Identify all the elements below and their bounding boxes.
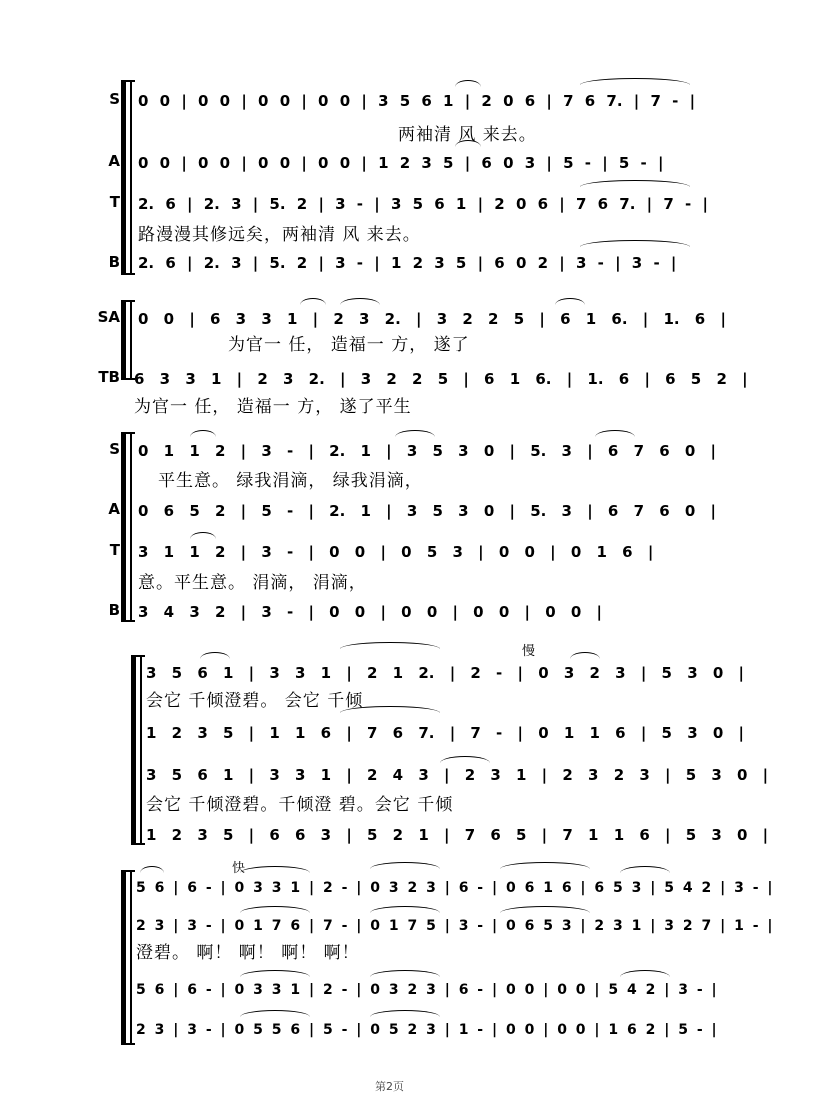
slur <box>570 652 600 659</box>
lyric-row: 平生意。 绿我涓滴， 绿我涓滴， <box>158 471 423 491</box>
notation-row: 3 5 6 1 | 3 3 1 | 2 4 3 | 2 3 1 | 2 3 2 3 | 5 3 0 | <box>146 766 769 784</box>
slur <box>595 430 635 437</box>
part-label-t: T <box>109 193 120 211</box>
slur <box>240 866 310 873</box>
lyric-row: 路漫漫其修远矣，两袖清 风 来去。 <box>138 225 421 245</box>
part-label-s: S <box>109 440 120 458</box>
slur <box>580 78 690 85</box>
slur <box>340 642 440 649</box>
slur <box>240 970 310 977</box>
bracket-cap <box>121 432 135 434</box>
notation-row: 2 3 | 3 - | 0 1 7 6 | 7 - | 0 1 7 5 | 3 - | 0 6 5 3 | 2 3 1 | 3 2 7 | 1 - | <box>136 918 773 934</box>
system-bracket-line <box>130 432 132 622</box>
notation-row: 6 3 3 1 | 2 3 2. | 3 2 2 5 | 6 1 6. | 1. 6 | 6 5 2 | <box>134 370 748 388</box>
system-bracket <box>121 870 126 1045</box>
part-label-a: A <box>108 500 120 518</box>
slur <box>620 866 670 873</box>
notation-row: 5 6 | 6 - | 0 3 3 1 | 2 - | 0 3 2 3 | 6 - | 0 0 | 0 0 | 5 4 2 | 3 - | <box>136 982 717 998</box>
system-bracket-line <box>130 80 132 275</box>
slur <box>240 1010 310 1017</box>
notation-row: 0 0 | 0 0 | 0 0 | 0 0 | 3 5 6 1 | 2 0 6 | 7 6 7. | 7 - | <box>138 92 696 110</box>
notation-row: 2. 6 | 2. 3 | 5. 2 | 3 - | 3 5 6 1 | 2 0 6 | 7 6 7. | 7 - | <box>138 195 708 213</box>
notation-row: 5 6 | 6 - | 0 3 3 1 | 2 - | 0 3 2 3 | 6 - | 0 6 1 6 | 6 5 3 | 5 4 2 | 3 - | <box>136 880 773 896</box>
slur <box>580 240 690 247</box>
slur <box>370 862 440 869</box>
lyric-row: 会它 千倾澄碧。 会它 千倾 <box>146 691 364 711</box>
lyric-row: 会它 千倾澄碧。千倾澄 碧。会它 千倾 <box>146 795 454 815</box>
slur <box>395 430 435 437</box>
system-bracket-line <box>140 655 142 845</box>
part-label-tb: TB <box>98 368 120 386</box>
part-label-b: B <box>108 253 120 271</box>
notation-row: 2. 6 | 2. 3 | 5. 2 | 3 - | 1 2 3 5 | 6 0 2 | 3 - | 3 - | <box>138 254 677 272</box>
lyric-row: 为官一 任， 造福一 方， 遂了 <box>228 335 470 355</box>
page-footer: 第2页 <box>375 1080 404 1093</box>
notation-row: 0 6 5 2 | 5 - | 2. 1 | 3 5 3 0 | 5. 3 | 6 7 6 0 | <box>138 502 717 520</box>
notation-row: 3 4 3 2 | 3 - | 0 0 | 0 0 | 0 0 | 0 0 | <box>138 603 602 621</box>
part-label-sa: SA <box>97 308 120 326</box>
part-label-b: B <box>108 601 120 619</box>
bracket-cap <box>121 620 135 622</box>
notation-row: 1 2 3 5 | 1 1 6 | 7 6 7. | 7 - | 0 1 1 6 | 5 3 0 | <box>146 724 744 742</box>
tempo-marking-slow: 慢 <box>522 644 536 659</box>
system-bracket-line <box>130 300 132 380</box>
slur <box>370 970 440 977</box>
notation-row: 0 1 1 2 | 3 - | 2. 1 | 3 5 3 0 | 5. 3 | 6 7 6 0 | <box>138 442 717 460</box>
slur <box>340 298 380 305</box>
system-bracket <box>121 432 126 622</box>
slur <box>455 80 481 87</box>
lyric-row: 意。平生意。 涓滴， 涓滴， <box>138 573 367 593</box>
slur <box>200 652 230 659</box>
notation-row: 3 5 6 1 | 3 3 1 | 2 1 2. | 2 - | 0 3 2 3 | 5 3 0 | <box>146 664 744 682</box>
lyric-row: 两袖清 风 来去。 <box>398 125 537 145</box>
bracket-cap <box>131 655 145 657</box>
slur <box>190 430 216 437</box>
bracket-cap <box>121 80 135 82</box>
system-bracket-line <box>130 870 132 1045</box>
lyric-row: 澄碧。 啊！ 啊！ 啊！ 啊！ <box>136 943 360 963</box>
slur <box>190 532 216 539</box>
bracket-cap <box>121 1043 135 1045</box>
part-label-s: S <box>109 90 120 108</box>
slur <box>580 180 690 187</box>
notation-row: 3 1 1 2 | 3 - | 0 0 | 0 5 3 | 0 0 | 0 1 6 | <box>138 543 654 561</box>
slur <box>500 906 590 913</box>
part-label-a: A <box>108 152 120 170</box>
system-bracket <box>121 80 126 275</box>
bracket-cap <box>131 843 145 845</box>
part-label-t: T <box>109 541 120 559</box>
notation-row: 0 0 | 6 3 3 1 | 2 3 2. | 3 2 2 5 | 6 1 6. | 1. 6 | <box>138 310 726 328</box>
slur <box>555 298 585 305</box>
bracket-cap <box>121 870 135 872</box>
slur <box>370 1010 440 1017</box>
slur <box>440 756 490 763</box>
slur <box>620 970 670 977</box>
notation-row: 2 3 | 3 - | 0 5 5 6 | 5 - | 0 5 2 3 | 1 - | 0 0 | 0 0 | 1 6 2 | 5 - | <box>136 1022 717 1038</box>
slur <box>300 298 326 305</box>
tempo-marking-fast: 快 <box>232 861 246 876</box>
bracket-cap <box>121 300 135 302</box>
slur <box>500 862 590 869</box>
system-bracket <box>131 655 136 845</box>
system-bracket <box>121 300 126 380</box>
slur <box>340 706 440 713</box>
notation-row: 0 0 | 0 0 | 0 0 | 0 0 | 1 2 3 5 | 6 0 3 | 5 - | 5 - | <box>138 154 664 172</box>
slur <box>455 140 481 147</box>
slur <box>140 866 164 873</box>
bracket-cap <box>121 273 135 275</box>
slur <box>370 906 440 913</box>
slur <box>240 906 310 913</box>
lyric-row: 为官一 任， 造福一 方， 遂了平生 <box>134 397 412 417</box>
bracket-cap <box>121 378 135 380</box>
notation-row: 1 2 3 5 | 6 6 3 | 5 2 1 | 7 6 5 | 7 1 1 6 | 5 3 0 | <box>146 826 769 844</box>
